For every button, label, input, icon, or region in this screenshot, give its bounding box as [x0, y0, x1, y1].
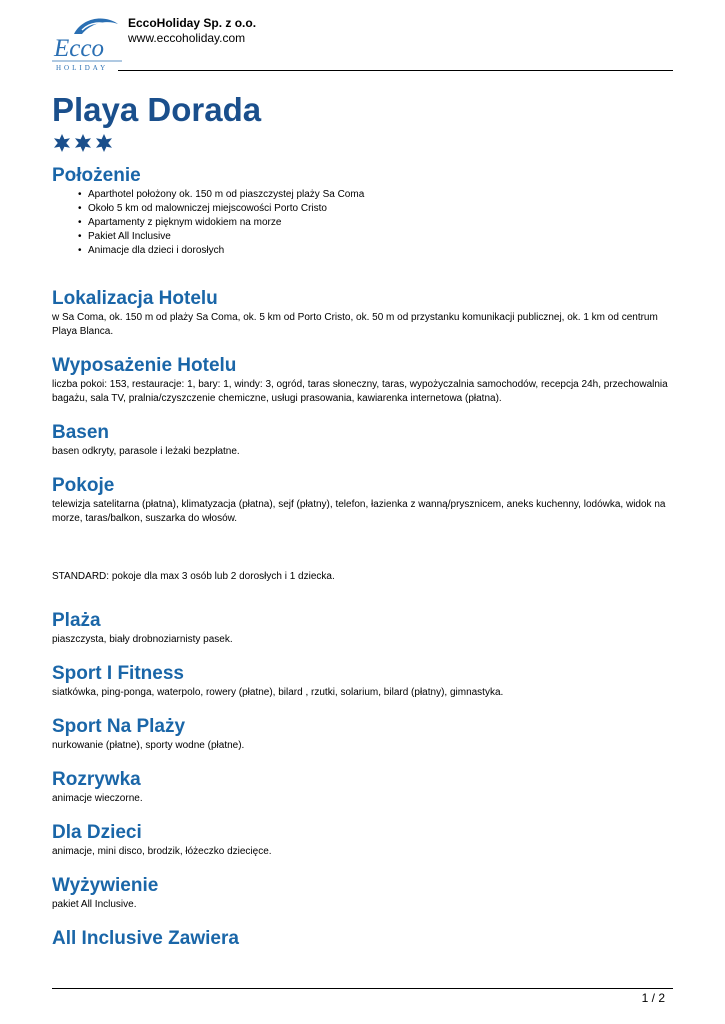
heading-wyposazenie: Wyposażenie Hotelu — [52, 355, 237, 376]
text-sport: siatkówka, ping-ponga, waterpolo, rowery (płatne), bilard , rzutki, solarium, bilard (płatny), gimnastyka. — [52, 687, 504, 698]
heading-pokoje: Pokoje — [52, 475, 115, 496]
text-wyposazenie: liczba pokoi: 153, restauracje: 1, bary: 1, windy: 3, ogród, taras słoneczny, taras, wypożyczalnia samochodów, recepcja 24h, przechowalnia bagażu, sala TV, pralnia/czyszczenie chemiczne, usługi prasowania, kawiarenka internetowa (płatna). — [52, 379, 668, 404]
heading-rozrywka: Rozrywka — [52, 769, 141, 790]
star-icon — [94, 133, 114, 153]
heading-wyzywienie: Wyżywienie — [52, 875, 159, 896]
text-plaza: piaszczysta, biały drobnoziarnisty pasek. — [52, 634, 233, 645]
footer-divider — [52, 988, 673, 989]
page-header — [52, 12, 672, 72]
document-body — [52, 90, 677, 950]
text-lokalizacja: w Sa Coma, ok. 150 m od plaży Sa Coma, ok. 5 km od Porto Cristo, ok. 50 m od przystanku komunikacji publicznej, ok. 1 km od centrum Playa Blanca. — [52, 312, 658, 337]
heading-lokalizacja: Lokalizacja Hotelu — [52, 288, 218, 309]
text-pokoje: telewizja satelitarna (płatna), klimatyzacja (płatna), sejf (płatny), telefon, łazienka z wanną/prysznicem, aneks kuchenny, lodówka, widok na morze, taras/balkon, suszarka do włosów. — [52, 499, 666, 524]
text-pokoje-standard: STANDARD: pokoje dla max 3 osób lub 2 dorosłych i 1 dziecka. — [52, 571, 335, 582]
location-list — [78, 188, 677, 258]
logo-text: Ecco — [54, 35, 104, 62]
list-item: • Animacje dla dzieci i dorosłych — [78, 244, 677, 258]
page-number: 1 / 2 — [641, 991, 665, 1005]
heading-basen: Basen — [52, 422, 110, 443]
heading-dzieci: Dla Dzieci — [52, 822, 142, 843]
heading-sport-plaza: Sport Na Plaży — [52, 716, 186, 737]
list-item: • Pakiet All Inclusive — [78, 230, 677, 244]
company-name: EccoHoliday Sp. z o.o. — [128, 16, 257, 30]
text-wyzywienie: pakiet All Inclusive. — [52, 899, 137, 910]
header-divider — [118, 70, 673, 71]
text-sport-plaza: nurkowanie (płatne), sporty wodne (płatne). — [52, 740, 245, 751]
star-rating — [52, 133, 677, 155]
heading-sport: Sport I Fitness — [52, 663, 184, 684]
heading-all-inclusive: All Inclusive Zawiera — [52, 928, 239, 949]
logo-subtext: HOLIDAY — [56, 64, 109, 72]
list-item: • Apartamenty z pięknym widokiem na morze — [78, 216, 677, 230]
company-url[interactable]: www.eccoholiday.com — [128, 31, 246, 45]
ecco-holiday-logo — [52, 12, 122, 72]
heading-polozenie: Położenie — [52, 165, 141, 186]
text-rozrywka: animacje wieczorne. — [52, 793, 143, 804]
star-icon — [73, 133, 93, 153]
star-icon — [52, 133, 72, 153]
list-item: • Około 5 km od malowniczej miejscowości Porto Cristo — [78, 202, 677, 216]
text-basen: basen odkryty, parasole i leżaki bezpłatne. — [52, 446, 240, 457]
text-dzieci: animacje, mini disco, brodzik, łóżeczko dziecięce. — [52, 846, 272, 857]
heading-plaza: Plaża — [52, 610, 101, 631]
company-info — [128, 16, 256, 46]
list-item: • Aparthotel położony ok. 150 m od piaszczystej plaży Sa Coma — [78, 188, 677, 202]
hotel-title: Playa Dorada — [52, 91, 262, 128]
